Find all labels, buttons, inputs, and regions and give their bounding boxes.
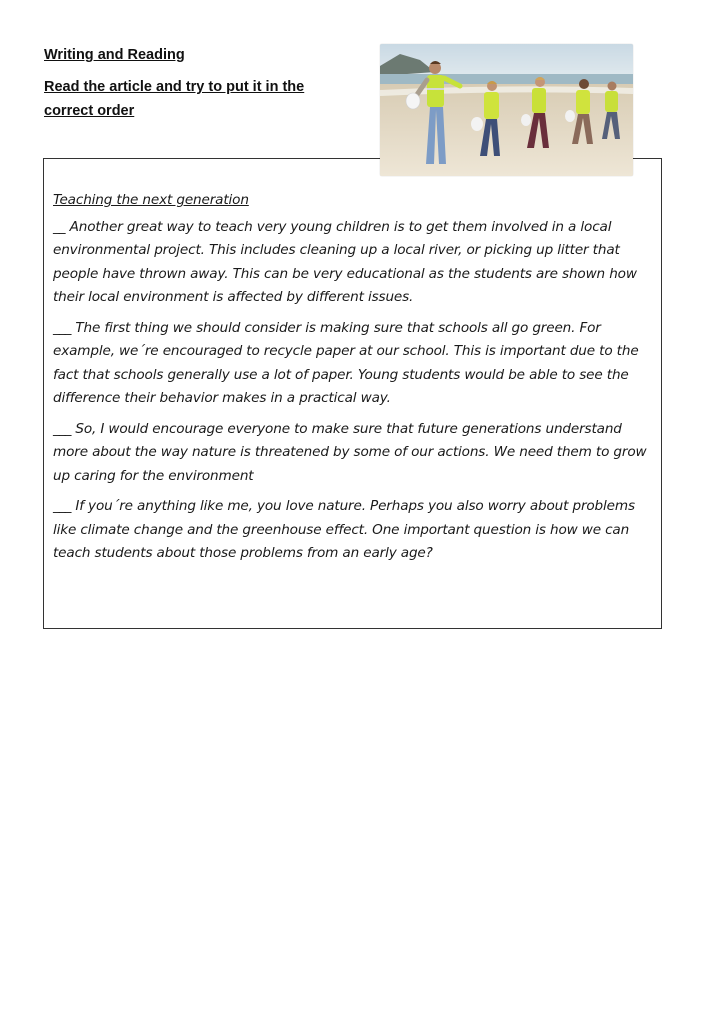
paragraph-text: The first thing we should consider is making sure that schools all go green. For example, we´re encouraged to recycle paper at our school. This is important due to the fact that schools generally use a lot of paper. Young students would be able to see the difference their behavior makes in a practical way. bbox=[53, 319, 639, 406]
beach-cleanup-photo bbox=[380, 44, 633, 176]
page-title: Writing and Reading bbox=[44, 47, 185, 63]
instruction-text: Read the article and try to put it in the correct order bbox=[44, 79, 305, 119]
article-paragraph bbox=[53, 418, 653, 489]
order-blank[interactable]: ___ bbox=[53, 420, 71, 437]
order-blank[interactable]: ___ bbox=[53, 498, 71, 514]
order-blank[interactable]: ___ bbox=[53, 319, 71, 336]
article-paragraph bbox=[53, 317, 653, 411]
article bbox=[53, 189, 653, 573]
article-box bbox=[43, 158, 662, 629]
paragraph-text: Another great way to teach very young children is to get them involved in a local environmental project. This includes cleaning up a local river, or picking up litter that people have thrown away. This can be very educational as the students are shown how their local environment is affected by different issues. bbox=[53, 218, 637, 305]
article-paragraph bbox=[53, 216, 653, 310]
photo-illustration bbox=[380, 44, 633, 176]
paragraph-text: If you´re anything like me, you love nature. Perhaps you also worry about problems like climate change and the greenhouse effect. One important question is how we can teach students about those problems from an early age? bbox=[53, 498, 635, 561]
article-title: Teaching the next generation bbox=[53, 192, 249, 208]
order-blank[interactable]: __ bbox=[53, 218, 65, 235]
article-paragraph bbox=[53, 495, 653, 566]
paragraph-text: So, I would encourage everyone to make sure that future generations understand more about the way nature is threatened by some of our actions. We need them to grow up caring for the environment bbox=[53, 420, 647, 484]
